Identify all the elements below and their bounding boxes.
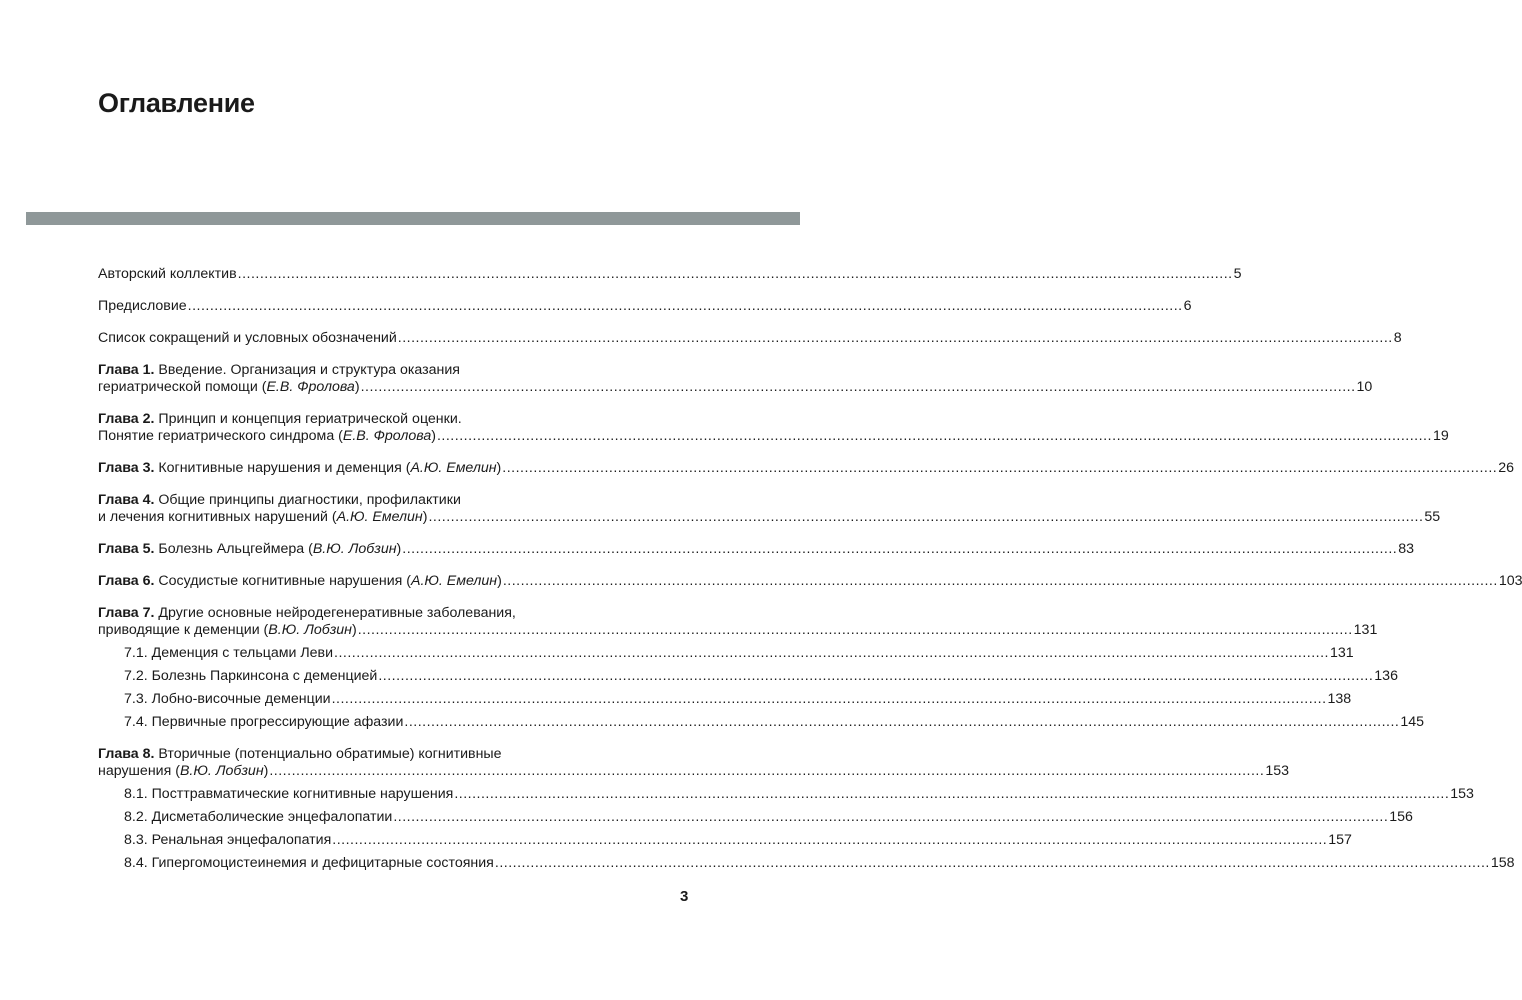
toc-chapter-4[interactable]	[98, 492, 1441, 526]
toc-chapter-8[interactable]	[98, 746, 1289, 780]
page-title: Оглавление	[98, 88, 255, 118]
page-number: 3	[680, 888, 689, 905]
chapter-title-line	[98, 605, 694, 622]
toc-page-number: 131	[1329, 645, 1354, 661]
toc-section-7-1[interactable]	[98, 645, 1354, 662]
toc-section-7-2[interactable]	[98, 668, 1398, 685]
chapter-author: Е.В. Фролова	[342, 428, 432, 444]
chapter-author: А.Ю. Емелин	[410, 460, 497, 476]
closing-paren: )	[497, 573, 502, 589]
dot-leader	[428, 509, 1423, 525]
closing-paren: )	[396, 541, 402, 557]
toc-entry-abbreviations[interactable]	[98, 330, 1402, 347]
chapter-title-cont: нарушения (	[98, 763, 180, 779]
chapter-title: Вторичные (потенциально обратимые) когнитивные	[158, 746, 502, 762]
dot-leader	[378, 668, 1373, 685]
closing-paren: )	[496, 460, 502, 476]
section-title: 7.3. Лобно-височные деменции	[124, 691, 331, 707]
chapter-title: Принцип и концепция гериатрической оценки.	[158, 411, 462, 427]
chapter-title: Введение. Организация и структура оказания	[158, 362, 460, 378]
dot-leader	[503, 573, 1498, 590]
dot-leader	[238, 266, 1233, 283]
toc-page-number: 26	[1498, 460, 1515, 476]
toc-page-number: 138	[1327, 691, 1352, 707]
chapter-title-line	[98, 622, 1378, 639]
dot-leader	[398, 330, 1393, 347]
toc-section-8-4[interactable]	[98, 855, 1515, 872]
chapter-title: Когнитивные нарушения и деменция (	[158, 460, 411, 476]
toc-section-8-2[interactable]	[98, 809, 1413, 826]
toc-page-number: 145	[1400, 714, 1425, 730]
chapter-author: Е.В. Фролова	[266, 379, 355, 395]
section-title: 8.4. Гипергомоцистеинемия и дефицитарные состояния	[124, 855, 494, 871]
chapter-author: В.Ю. Лобзин	[268, 622, 352, 638]
chapter-title-cont: Понятие гериатрического синдрома (	[98, 428, 343, 444]
dot-leader	[502, 460, 1497, 477]
table-of-contents	[98, 266, 1522, 872]
dot-leader	[332, 691, 1327, 708]
dot-leader	[437, 428, 1432, 444]
toc-page-number: 157	[1328, 832, 1352, 848]
chapter-label: Глава 1.	[98, 362, 155, 378]
chapter-title-line	[98, 763, 1289, 780]
chapter-title-line	[98, 428, 1449, 445]
dot-leader	[393, 809, 1388, 826]
closing-paren: )	[422, 509, 428, 525]
chapter-title-line	[98, 509, 1441, 526]
chapter-title-line	[98, 492, 694, 509]
section-title: 7.4. Первичные прогрессирующие афазии	[124, 714, 404, 730]
toc-chapter-5[interactable]	[98, 541, 1414, 558]
toc-entry-title: Авторский коллектив	[98, 266, 237, 282]
toc-page-number: 10	[1356, 379, 1373, 395]
toc-page-number: 158	[1490, 855, 1515, 871]
dot-leader	[269, 763, 1264, 779]
section-title: 8.1. Посттравматические когнитивные нарушения	[124, 786, 454, 802]
chapter-author: В.Ю. Лобзин	[312, 541, 397, 557]
chapter-label: Глава 5.	[98, 541, 155, 557]
dot-leader	[495, 855, 1490, 872]
chapter-author: А.Ю. Емелин	[336, 509, 423, 525]
chapter-label: Глава 7.	[98, 605, 155, 621]
chapter-title-line	[98, 746, 694, 763]
toc-page-number: 136	[1374, 668, 1398, 684]
toc-chapter-6[interactable]	[98, 573, 1522, 590]
chapter-label: Глава 8.	[98, 746, 155, 762]
chapter-title-line	[98, 411, 694, 428]
toc-chapter-3[interactable]	[98, 460, 1515, 477]
dot-leader	[361, 379, 1356, 395]
dot-leader	[334, 645, 1329, 662]
section-title: 8.2. Дисметаболические энцефалопатии	[124, 809, 393, 825]
toc-page-number: 19	[1432, 428, 1449, 444]
chapter-author: А.Ю. Емелин	[411, 573, 498, 589]
toc-page-number: 6	[1183, 298, 1192, 314]
section-title: 8.3. Ренальная энцефалопатия	[124, 832, 332, 848]
header-divider-bar	[26, 212, 800, 225]
chapter-title-cont: и лечения когнитивных нарушений (	[98, 509, 337, 525]
toc-chapter-7[interactable]	[98, 605, 1378, 639]
toc-section-7-4[interactable]	[98, 714, 1425, 731]
toc-section-7-3[interactable]	[98, 691, 1352, 708]
toc-entry-authors[interactable]	[98, 266, 1242, 283]
closing-paren: )	[354, 379, 360, 395]
toc-entry-title: Список сокращений и условных обозначений	[98, 330, 397, 346]
chapter-author: В.Ю. Лобзин	[179, 763, 264, 779]
chapter-label: Глава 6.	[98, 573, 155, 589]
chapter-title-cont: приводящие к деменции (	[98, 622, 269, 638]
chapter-label: Глава 4.	[98, 492, 155, 508]
toc-entry-preface[interactable]	[98, 298, 1192, 315]
section-title: 7.1. Деменция с тельцами Леви	[124, 645, 334, 661]
toc-chapter-2[interactable]	[98, 411, 1449, 445]
chapter-label: Глава 3.	[98, 460, 155, 476]
toc-page-number: 55	[1424, 509, 1441, 525]
toc-page-number: 131	[1353, 622, 1378, 638]
chapter-title: Общие принципы диагностики, профилактики	[158, 492, 461, 508]
dot-leader	[358, 622, 1353, 638]
toc-section-8-3[interactable]	[98, 832, 1352, 849]
dot-leader	[454, 786, 1449, 803]
chapter-title: Сосудистые когнитивные нарушения (	[158, 573, 412, 589]
dot-leader	[188, 298, 1183, 315]
chapter-title-cont: гериатрической помощи (	[98, 379, 267, 395]
toc-page-number: 103	[1498, 573, 1522, 589]
toc-entry-title: Предисловие	[98, 298, 187, 314]
closing-paren: )	[351, 622, 357, 638]
toc-page-number: 83	[1398, 541, 1414, 557]
toc-page-number: 5	[1233, 266, 1242, 282]
toc-page-number: 153	[1265, 763, 1289, 779]
closing-paren: )	[431, 428, 436, 444]
toc-page-number: 8	[1393, 330, 1402, 346]
dot-leader	[404, 714, 1399, 731]
chapter-label: Глава 2.	[98, 411, 155, 427]
dot-leader	[402, 541, 1397, 558]
toc-page-number: 156	[1389, 809, 1413, 825]
chapter-title: Болезнь Альцгеймера (	[158, 541, 313, 557]
toc-section-8-1[interactable]	[98, 786, 1474, 803]
chapter-title-line	[98, 379, 1373, 396]
toc-page-number: 153	[1450, 786, 1474, 802]
toc-chapter-1[interactable]	[98, 362, 1373, 396]
section-title: 7.2. Болезнь Паркинсона с деменцией	[124, 668, 378, 684]
closing-paren: )	[263, 763, 269, 779]
dot-leader	[332, 832, 1327, 849]
chapter-title-line	[98, 362, 694, 379]
chapter-title: Другие основные нейродегенеративные заболевания,	[158, 605, 516, 621]
